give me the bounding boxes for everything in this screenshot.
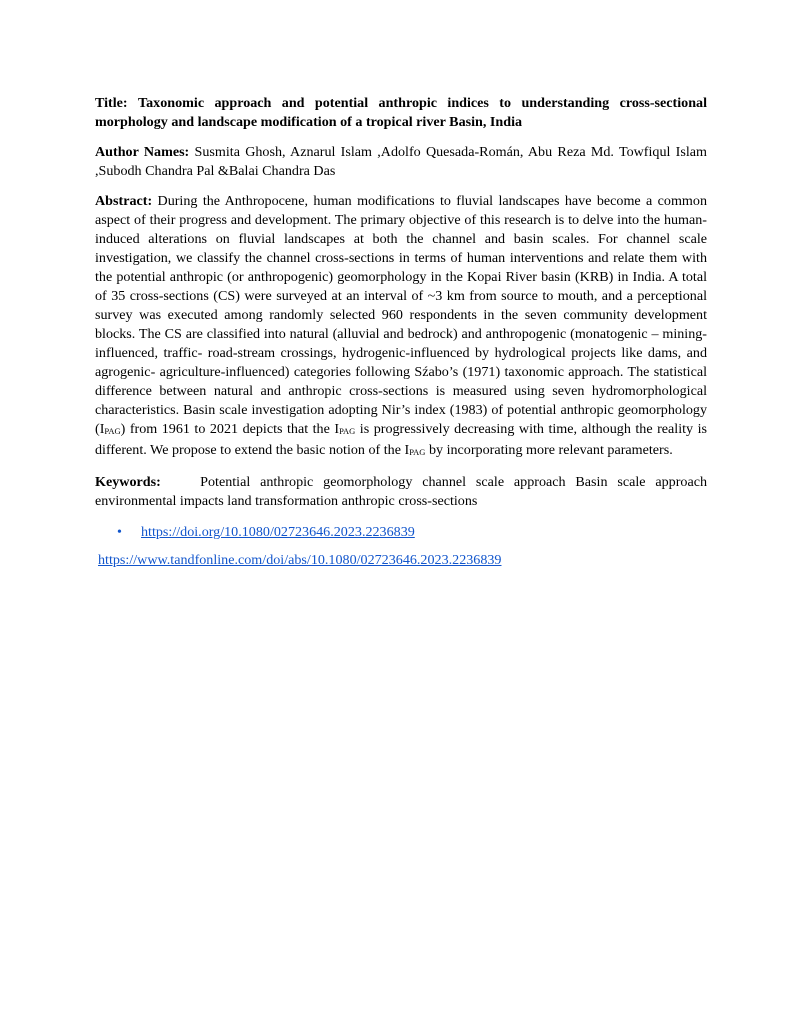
doi-link[interactable]: https://doi.org/10.1080/02723646.2023.2236839	[141, 524, 415, 540]
tandfonline-link[interactable]: https://www.tandfonline.com/doi/abs/10.1080/02723646.2023.2236839	[98, 552, 502, 568]
ipag-subscript-2: PAG	[339, 426, 356, 436]
keywords-label: Keywords:	[95, 474, 161, 490]
keywords-paragraph	[95, 473, 707, 511]
authors-paragraph	[95, 143, 707, 181]
abstract-text-part-1: During the Anthropocene, human modifications to fluvial landscapes have become a common aspect of their progress and development. The primary objective of this research is to delve into the human-induced alterations on fluvial landscapes at both the channel and basin scales. For channel scale investigation, we classify the channel cross-sections in terms of human interventions and relate them with the potential anthropic (or anthropogenic) geomorphology in the Kopai River basin (KRB) in India. A total of 35 cross-sections (CS) were surveyed at an interval of ~3 km from source to mouth, and a perceptional survey was executed among randomly selected 960 respondents in the seven community development blocks. The CS are classified into natural (alluvial and bedrock) and anthropogenic (monatogenic – mining-influenced, traffic- road-stream crossings, hydrogenic-influenced by hydrological projects like dams, and agrogenic- agriculture-influenced) categories following Sźabo’s (1971) taxonomic approach. The statistical difference between natural and anthropic cross-sections is measured using seven hydromorphological characteristics. Basin scale investigation adopting Nir’s index (1983) of potential anthropic geomorphology (I	[95, 193, 707, 437]
keywords-text: Potential anthropic geomorphology channel scale approach Basin scale approach environmental impacts land transformation anthropic cross-sections	[95, 474, 708, 509]
doi-list-item	[95, 523, 707, 542]
title-text: Taxonomic approach and potential anthropic indices to understanding cross-sectional morphology and landscape modification of a tropical river Basin, India	[95, 95, 707, 130]
abstract-text-part-4: by incorporating more relevant parameters.	[425, 442, 673, 458]
ipag-subscript-3: PAG	[409, 447, 426, 457]
abstract-text-part-3: is progressively decreasing with time, although the reality is different. We propose to extend the basic notion of the I	[95, 421, 707, 458]
abstract-text-part-2: ) from 1961 to 2021 depicts that the I	[120, 421, 340, 437]
document-page	[95, 94, 707, 570]
ipag-subscript-1: PAG	[104, 426, 121, 436]
abstract-paragraph	[95, 192, 707, 462]
tandfonline-link-row	[98, 551, 707, 570]
authors-text: Susmita Ghosh, Aznarul Islam ,Adolfo Quesada-Román, Abu Reza Md. Towfiqul Islam ,Subodh Chandra Pal &Balai Chandra Das	[95, 144, 707, 179]
bullet-icon: •	[117, 525, 122, 540]
authors-label: Author Names:	[95, 144, 190, 160]
title-label: Title:	[95, 95, 128, 111]
title-paragraph	[95, 94, 707, 132]
abstract-label: Abstract:	[95, 193, 153, 209]
